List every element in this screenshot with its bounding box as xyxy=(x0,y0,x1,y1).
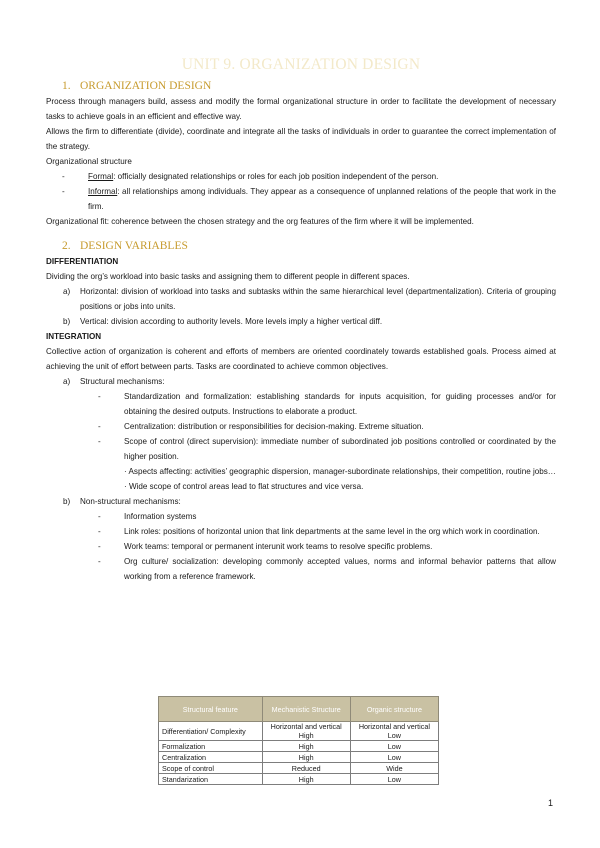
table-row xyxy=(159,752,439,763)
integration-text: Collective action of organization is coherent and efforts of members are oriented coordinately towards established goals. Process aimed at achieving the unit of effort between parts. Tasks are coordinated to achieve common objectives. xyxy=(46,347,556,371)
differentiation-item-vertical: b) Vertical: division according to authority levels. More levels imply a higher vertical diff. xyxy=(63,317,383,326)
bullet-term-formal: Formal xyxy=(88,172,114,181)
nonstructural-item-work-teams: - Work teams: temporal or permanent interunit work teams to resolve specific problems. xyxy=(98,542,433,551)
table-cell: High xyxy=(262,774,350,785)
structure-bullet-formal xyxy=(46,169,556,184)
bullet-text-formal: : officially designated relationships or roles for each job position independent of the person. xyxy=(113,172,439,181)
nonstructural-item-link-roles: - Link roles: positions of horizontal union that link departments at the same level in the org which work in coordination. xyxy=(98,527,540,536)
section-1-title: ORGANIZATION DESIGN xyxy=(80,80,212,92)
section-1-paragraph-3: Organizational structure xyxy=(46,157,132,166)
table-cell: Low xyxy=(350,774,438,785)
structural-mechanisms-label: a) Structural mechanisms: xyxy=(63,377,165,386)
table-row xyxy=(159,774,439,785)
scope-note-wide: · Wide scope of control areas lead to flat structures and vice versa. xyxy=(124,482,364,491)
bullet-dash: - xyxy=(62,172,65,181)
section-1-paragraph-2: Allows the firm to differentiate (divide), coordinate and integrate all the tasks of individuals in order to guarantee the correct implementation of the strategy. xyxy=(46,127,556,151)
bullet-term-informal: Informal xyxy=(88,187,118,196)
table-cell: Standarization xyxy=(159,774,263,785)
document-content xyxy=(46,56,556,584)
table-header-cell: Structural feature xyxy=(159,697,263,722)
section-2-heading xyxy=(46,239,556,254)
table-row xyxy=(159,763,439,774)
nonstructural-item-org-culture: - Org culture/ socialization: developing commonly accepted values, norms and informal behavior patterns that allow working from a reference framework. xyxy=(98,557,556,581)
table-cell: Formalization xyxy=(159,741,263,752)
structural-item-scope-of-control: - Scope of control (direct supervision): immediate number of subordinated job positions controlled or coordinated by the higher position. xyxy=(98,437,556,461)
table-header-row xyxy=(159,697,439,722)
section-2-number: 2. xyxy=(62,240,71,252)
table-cell: Scope of control xyxy=(159,763,263,774)
table-cell: Reduced xyxy=(262,763,350,774)
section-2-title: DESIGN VARIABLES xyxy=(80,240,188,252)
table-cell: Differentiation/ Complexity xyxy=(159,722,263,741)
bullet-text-informal: : all relationships among individuals. They appear as a consequence of unplanned relations of the people that work in the firm. xyxy=(88,187,556,211)
table-cell: Horizontal and vertical Low xyxy=(350,722,438,741)
section-1-paragraph-1: Process through managers build, assess and modify the formal organizational structure in order to facilitate the development of necessary tasks to achieve goals in an efficient and effective way. xyxy=(46,97,556,121)
structural-item-standardization: - Standardization and formalization: establishing standards for inputs acquisition, for guiding processes and/or for obtaining the desired outputs. Instructions to elaborate a product. xyxy=(98,392,556,416)
scope-note-aspects: · Aspects affecting: activities’ geographic dispersion, manager-subordinate relationships, their competition, routine jobs… xyxy=(124,467,556,476)
table-cell: Centralization xyxy=(159,752,263,763)
bullet-dash: - xyxy=(62,187,65,196)
differentiation-text: Dividing the org’s workload into basic tasks and assigning them to different people in different spaces. xyxy=(46,272,410,281)
table-row xyxy=(159,722,439,741)
unit-title: UNIT 9. ORGANIZATION DESIGN xyxy=(181,56,421,73)
page-number: 1 xyxy=(548,798,554,808)
nonstructural-item-information-systems: - Information systems xyxy=(98,512,197,521)
differentiation-item-horizontal: a) Horizontal: division of workload into tasks and subtasks within the same hierarchical level (departmentalization). Criteria of grouping positions or jobs into units. xyxy=(63,287,556,311)
table-cell: High xyxy=(262,741,350,752)
table-header-cell: Mechanistic Structure xyxy=(262,697,350,722)
table-cell: High xyxy=(262,752,350,763)
structural-item-centralization: - Centralization: distribution or responsibilities for decision-making. Extreme situation. xyxy=(98,422,424,431)
table-header-cell: Organic structure xyxy=(350,697,438,722)
differentiation-heading: DIFFERENTIATION xyxy=(46,257,119,266)
section-1-paragraph-4: Organizational fit: coherence between the chosen strategy and the org features of the firm where it will be implemented. xyxy=(46,217,474,226)
table-row xyxy=(159,741,439,752)
section-1-heading xyxy=(46,79,556,94)
structure-bullet-informal xyxy=(46,184,556,214)
nonstructural-mechanisms-label: b) Non-structural mechanisms: xyxy=(63,497,181,506)
table-cell: Wide xyxy=(350,763,438,774)
structure-comparison-table xyxy=(158,696,439,785)
integration-heading: INTEGRATION xyxy=(46,332,102,341)
table-cell: Low xyxy=(350,752,438,763)
section-1-number: 1. xyxy=(62,80,71,92)
table-cell: Low xyxy=(350,741,438,752)
table-cell: Horizontal and vertical High xyxy=(262,722,350,741)
